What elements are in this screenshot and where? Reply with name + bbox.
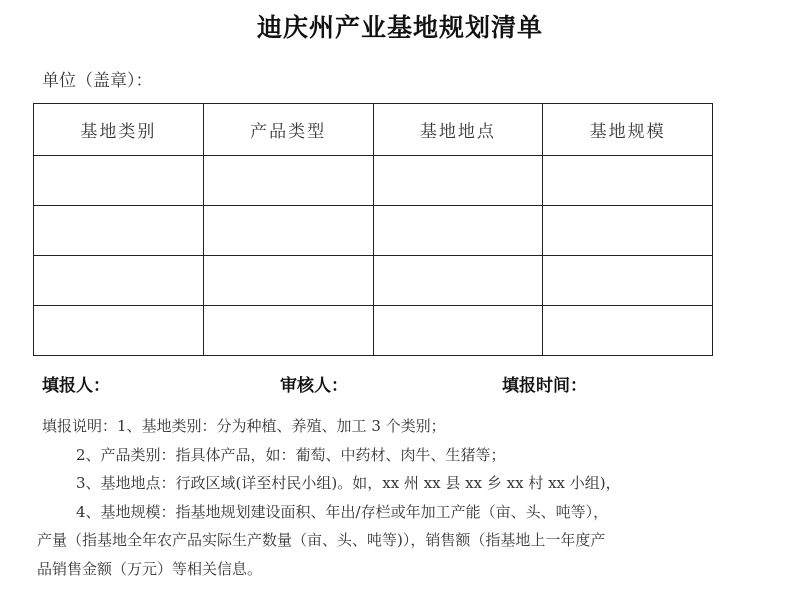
table-cell[interactable] (373, 256, 543, 306)
header-base-category: 基地类别 (34, 104, 204, 156)
table-cell[interactable] (543, 256, 713, 306)
fill-time-label: 填报时间： (502, 376, 587, 396)
instruction-line-2: 2、产品类别：指具体产品，如：葡萄、中药材、肉牛、生猪等； (76, 445, 506, 464)
reviewer-label: 审核人： (280, 376, 348, 396)
instruction-line-1: 填报说明：1、基地类别：分为种植、养殖、加工 3 个类别； (42, 417, 446, 435)
table-cell[interactable] (34, 156, 204, 206)
header-base-location: 基地地点 (373, 104, 543, 156)
table-cell[interactable] (373, 306, 543, 356)
instruction-line-3: 3、基地地点：行政区域(详至村民小组)。如，xx 州 xx 县 xx 乡 xx 村 xx 小组)， (76, 474, 621, 492)
table-cell[interactable] (34, 306, 204, 356)
signature-row (42, 371, 762, 395)
table-cell[interactable] (543, 206, 713, 256)
base-plan-table (33, 103, 713, 356)
table-header-row (34, 104, 713, 156)
table-row (34, 306, 713, 356)
filler-label: 填报人： (42, 376, 110, 396)
table-row (34, 156, 713, 206)
instruction-line-4: 4、基地规模：指基地规划建设面积、年出/存栏或年加工产能（亩、头、吨等）， (76, 502, 609, 521)
table-cell[interactable] (373, 156, 543, 206)
table-cell[interactable] (203, 306, 373, 356)
page-title: 迪庆州产业基地规划清单 (256, 13, 543, 42)
table-cell[interactable] (203, 156, 373, 206)
table-cell[interactable] (34, 256, 204, 306)
unit-seal-label: 单位（盖章）： (42, 71, 153, 91)
table-row (34, 206, 713, 256)
table-cell[interactable] (543, 156, 713, 206)
table-cell[interactable] (373, 206, 543, 256)
table-row (34, 256, 713, 306)
instruction-line-6: 品销售金额（万元）等相关信息。 (37, 559, 263, 578)
table-cell[interactable] (203, 206, 373, 256)
table-cell[interactable] (543, 306, 713, 356)
header-product-type: 产品类型 (203, 104, 373, 156)
instruction-line-5: 产量（指基地全年农产品实际生产数量（亩、头、吨等)），销售额（指基地上一年度产 (37, 531, 606, 549)
table-cell[interactable] (203, 256, 373, 306)
table-cell[interactable] (34, 206, 204, 256)
filling-instructions (37, 412, 782, 583)
header-base-scale: 基地规模 (543, 104, 713, 156)
